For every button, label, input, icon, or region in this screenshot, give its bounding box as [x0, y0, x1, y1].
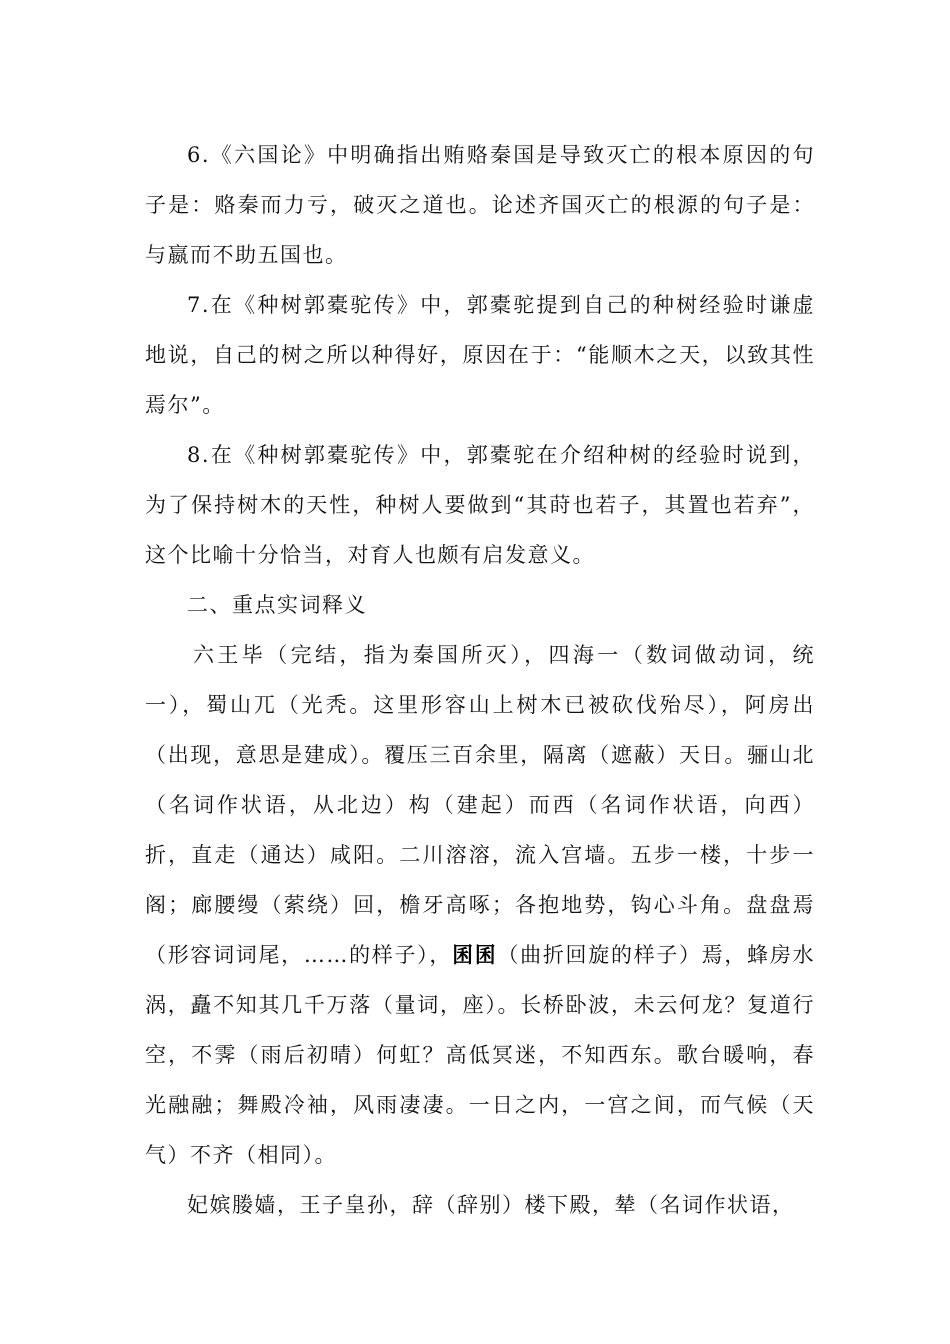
final-paragraph: 妃嫔媵嫱，王子皇孙，辞（辞别）楼下殿，辇（名词作状语，	[187, 1193, 795, 1217]
section-heading: 二、重点实词释义	[187, 593, 367, 617]
explanation-paragraph	[145, 630, 815, 1180]
paragraph-item-7: 7.在《种树郭橐驼传》中，郭橐驼提到自己的种树经验时谦虚地说，自己的树之所以种得好，原因在于：“能顺木之天，以致其性焉尔”。	[145, 293, 815, 417]
explanation-text-after: （曲折回旋的样子）焉，蜂房水涡，矗不知其几千万落（量词，座）。长桥卧波，未云何龙？复道行空，不霁（雨后初晴）何虹？高低冥迷，不知西东。歌台暖响，春光融融；舞殿冷袖，风雨凄凄。一日之内，一宫之间，而气候（天气）不齐（相同）。	[145, 943, 816, 1167]
highlighted-word: 囷囷	[452, 943, 498, 967]
explanation-text-before: 六王毕（完结，指为秦国所灭），四海一（数词做动词，统一），蜀山兀（光秃。这里形容山上树木已被砍伐殆尽），阿房出（出现，意思是建成）。覆压三百余里，隔离（遮蔽）天日。骊山北（名词作状语，从北边）构（建起）而西（名词作状语，向西）折，直走（通达）咸阳。二川溶溶，流入宫墙。五步一楼，十步一阁；廊腰缦（萦绕）回，檐牙高啄；各抱地势，钩心斗角。盘盘焉（形容词词尾，……的样子），	[145, 643, 815, 967]
paragraph-item-8: 8.在《种树郭橐驼传》中，郭橐驼在介绍种树的经验时说到，为了保持树木的天性，种树人要做到“其莳也若子，其置也若弃”，这个比喻十分恰当，对育人也颇有启发意义。	[145, 443, 815, 567]
paragraph-item-6: 6.《六国论》中明确指出贿赂秦国是导致灭亡的根本原因的句子是：赂秦而力亏，破灭之道也。论述齐国灭亡的根源的句子是：与嬴而不助五国也。	[145, 143, 815, 267]
document-body	[145, 130, 815, 1230]
